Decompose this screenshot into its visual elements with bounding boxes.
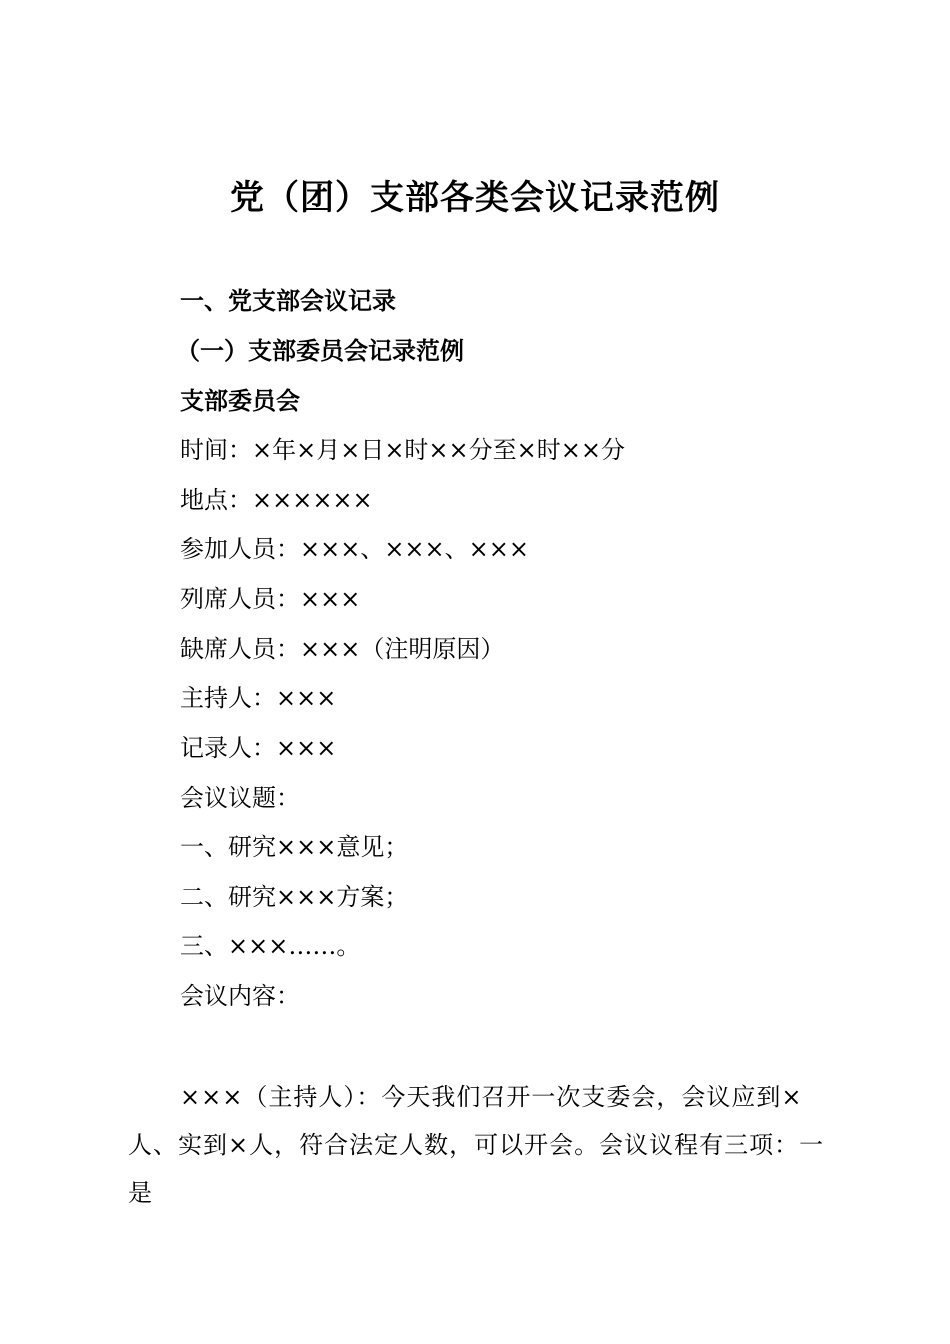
field-location: 地点：×××××× <box>180 486 373 514</box>
agenda-item: 一、研究×××意见； <box>180 833 409 861</box>
subsection-heading: （一）支部委员会记录范例 <box>176 336 464 365</box>
field-recorder: 记录人：××× <box>180 734 337 762</box>
field-agenda-label: 会议议题： <box>180 784 300 812</box>
field-observers: 列席人员：××× <box>180 585 361 613</box>
field-host: 主持人：××× <box>180 684 337 712</box>
agenda-item: 三、×××……。 <box>180 932 361 960</box>
section-heading: 一、党支部会议记录 <box>180 287 396 315</box>
body-paragraph: ×××（主持人）：今天我们召开一次支委会，会议应到×人、实到×人，符合法定人数，可以开会。会议议程有三项：一是 <box>128 1083 825 1207</box>
document-title: 党（团）支部各类会议记录范例 <box>230 178 720 218</box>
meeting-name: 支部委员会 <box>180 386 300 415</box>
field-time: 时间：×年×月×日×时××分至×时××分 <box>180 436 625 464</box>
field-absentees: 缺席人员：×××（注明原因） <box>180 635 505 663</box>
field-attendees: 参加人员：×××、×××、××× <box>180 535 529 563</box>
content-label: 会议内容： <box>180 982 300 1010</box>
agenda-item: 二、研究×××方案； <box>180 883 409 911</box>
